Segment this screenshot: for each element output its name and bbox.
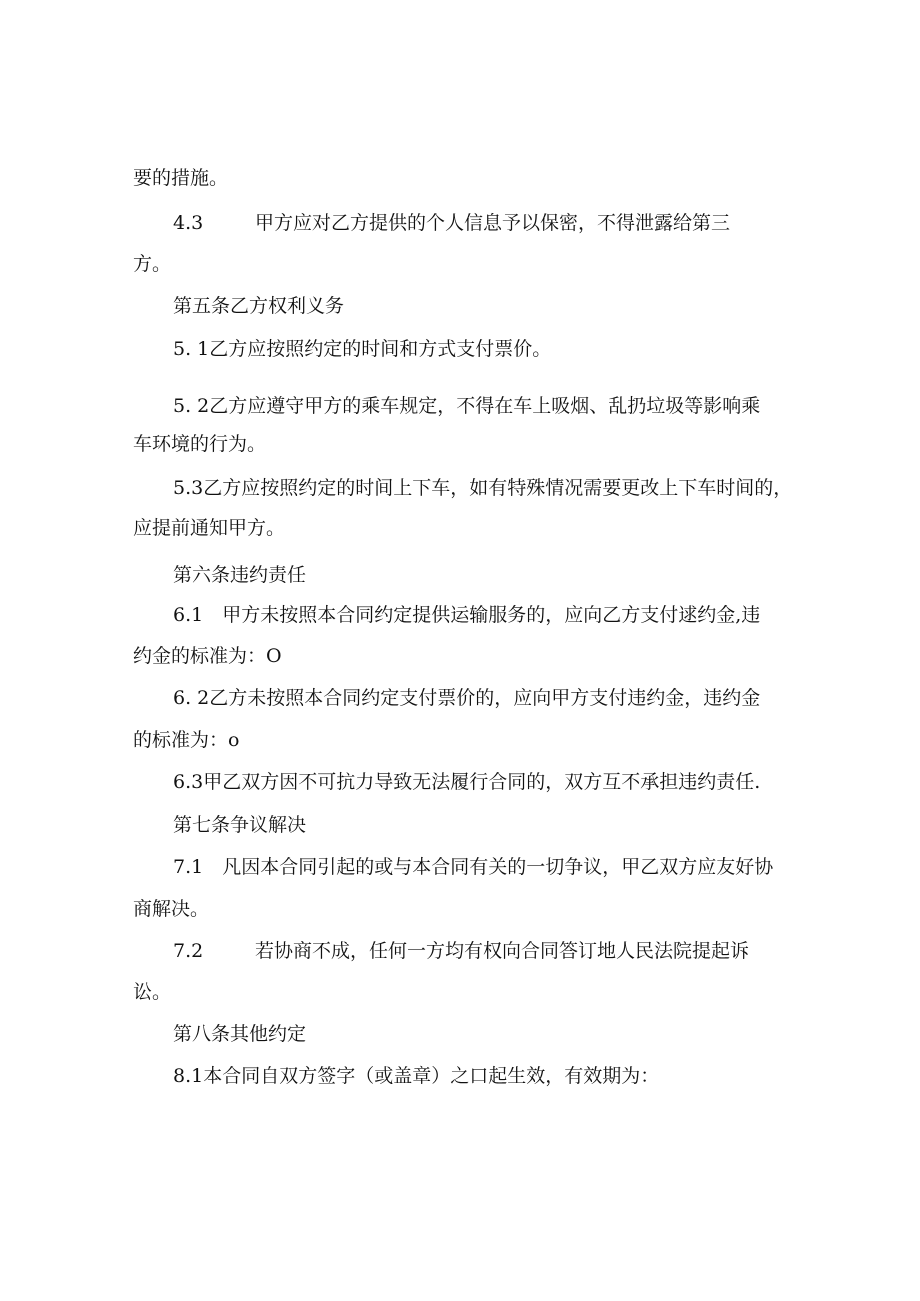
clause-5-2-continuation: 车环境的行为。 <box>133 433 267 455</box>
paragraph-continuation: 要的措施。 <box>133 167 229 189</box>
clause-7-2-continuation: 讼。 <box>133 981 172 1003</box>
clause-6-2: 6. 2乙方未按照本合同约定支付票价的，应向甲方支付违约金，违约金 <box>173 687 761 709</box>
clause-5-2: 5. 2乙方应遵守甲方的乘车规定，不得在车上吸烟、乱扔垃圾等影响乘 <box>173 395 761 417</box>
clause-text: 甲方应对乙方提供的个人信息予以保密，不得泄露给第三 <box>255 212 731 234</box>
clause-7-1-continuation: 商解决。 <box>133 898 210 920</box>
clause-4-3 <box>173 211 730 235</box>
clause-8-1: 8.1本合同自双方签字（或盖章）之口起生效，有效期为： <box>173 1065 660 1087</box>
clause-6-1-continuation: 约金的标准为：O <box>133 645 282 667</box>
clause-number: 7.2 <box>173 940 204 962</box>
section-heading-7: 第七条争议解决 <box>173 814 307 836</box>
clause-6-1: 6.1 甲方未按照本合同约定提供运输服务的，应向乙方支付逑约金,违 <box>173 604 761 626</box>
section-heading-6: 第六条违约责任 <box>173 564 307 586</box>
clause-6-3: 6.3甲乙双方因不可抗力导致无法履行合同的，双方互不承担违约责任. <box>173 771 761 793</box>
clause-number: 4.3 <box>173 212 204 234</box>
clause-7-1: 7.1 凡因本合同引起的或与本合同有关的一切争议，甲乙双方应友好协 <box>173 856 774 878</box>
clause-5-1: 5. 1乙方应按照约定的时间和方式支付票价。 <box>173 338 552 360</box>
section-heading-5: 第五条乙方权利义务 <box>173 295 345 317</box>
section-heading-8: 第八条其他约定 <box>173 1023 307 1045</box>
clause-4-3-continuation: 方。 <box>133 253 172 275</box>
clause-5-3-continuation: 应提前通知甲方。 <box>133 517 286 539</box>
clause-7-2 <box>173 939 749 963</box>
clause-6-2-continuation: 的标准为：o <box>133 729 240 751</box>
clause-5-3: 5.3乙方应按照约定的时间上下车，如有特殊情况需要更改上下车时间的， <box>173 477 793 499</box>
clause-text: 若协商不成，任何一方均有权向合同答订地人民法院提起诉 <box>255 940 750 962</box>
